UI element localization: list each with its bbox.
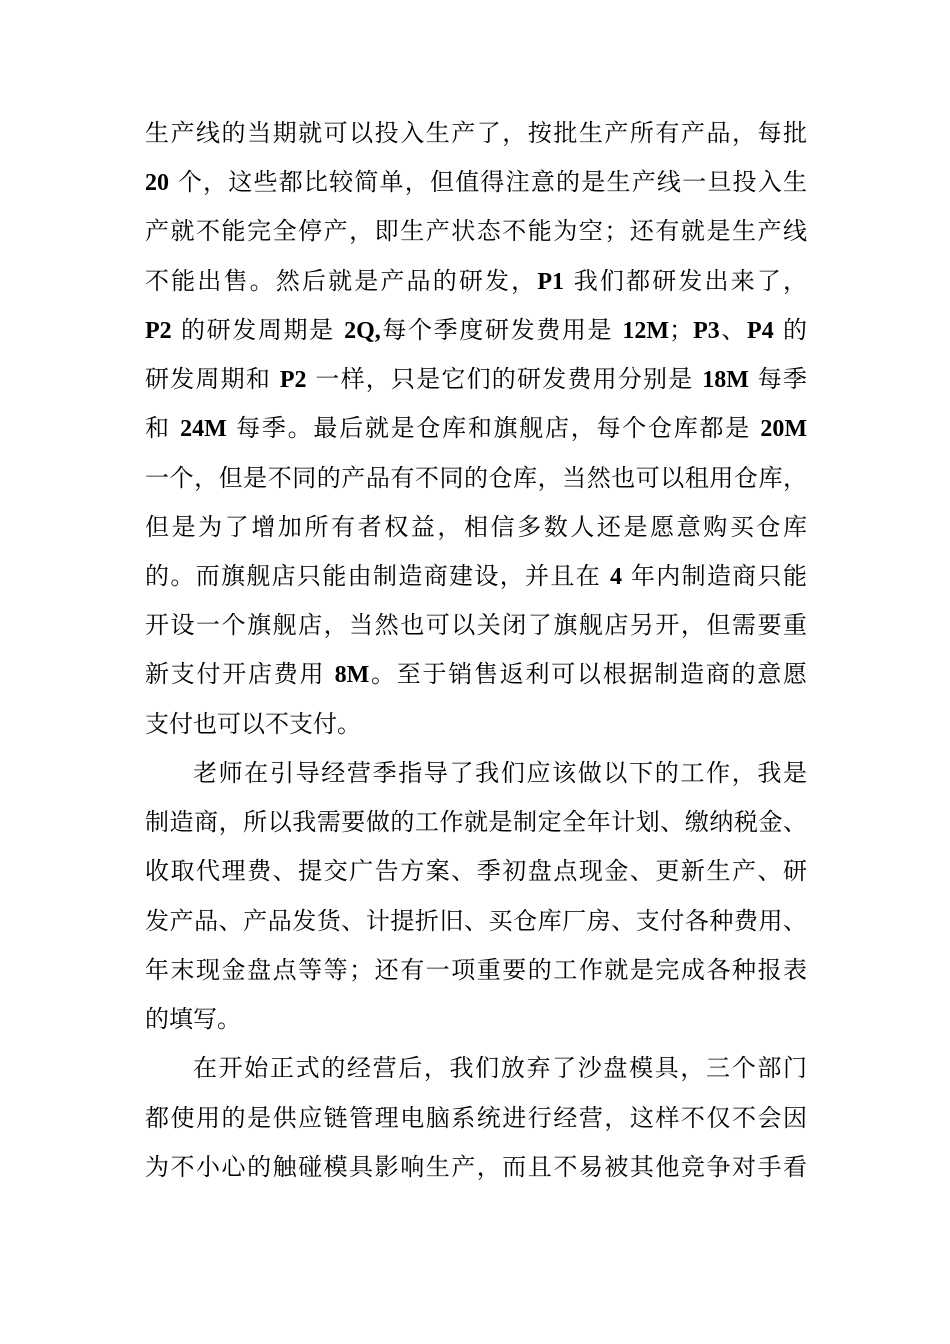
text-line-11	[145, 605, 807, 645]
text-run: 一样，只是它们的研发费用分别是	[306, 365, 703, 393]
bold-text-run: 4	[610, 564, 622, 590]
bold-text-run: 20M	[760, 416, 807, 442]
text-run: 收取代理费、提交广告方案、季初盘点现金、更新生产、研	[145, 857, 807, 885]
text-run: 老师在引导经营季指导了我们应该做以下的工作，我是	[193, 759, 807, 787]
bold-text-run: P2	[145, 318, 172, 344]
bold-text-run: P3	[693, 318, 720, 344]
text-line-18	[145, 950, 807, 990]
text-run: 我们都研发出来了，	[563, 267, 807, 295]
text-line-8	[145, 458, 807, 498]
text-run: 在开始正式的经营后，我们放弃了沙盘模具，三个部门	[193, 1054, 807, 1082]
text-line-14	[193, 753, 807, 793]
text-line-2	[145, 162, 807, 202]
text-run: 制造商，所以我需要做的工作就是制定全年计划、缴纳税金、	[145, 808, 807, 836]
bold-text-run: 20	[145, 170, 169, 196]
text-run: 研发周期和	[145, 365, 280, 393]
text-run: ；	[669, 316, 694, 344]
text-run: 个，这些都比较简单，但值得注意的是生产线一旦投入生	[169, 168, 807, 196]
text-run: 和	[145, 414, 181, 442]
text-run: 的。而旗舰店只能由制造商建设，并且在	[145, 562, 610, 590]
text-line-15	[145, 802, 807, 842]
text-run: 每季。最后就是仓库和旗舰店，每个仓库都是	[226, 414, 761, 442]
text-line-3	[145, 211, 807, 251]
text-line-1	[145, 113, 807, 153]
text-line-6	[145, 359, 807, 399]
text-line-10	[145, 556, 807, 596]
text-line-16	[145, 851, 807, 891]
text-run: 年末现金盘点等等；还有一项重要的工作就是完成各种报表	[145, 956, 807, 984]
text-run: 的	[773, 316, 807, 344]
text-line-5	[145, 310, 807, 350]
bold-text-run: P1	[537, 269, 564, 295]
bold-text-run: 18M	[702, 367, 749, 393]
text-run: 每个季度研发费用是	[380, 316, 623, 344]
text-line-12	[145, 654, 807, 694]
text-run: 发产品、产品发货、计提折旧、买仓库厂房、支付各种费用、	[145, 907, 807, 935]
text-run: 的研发周期是	[171, 316, 345, 344]
text-line-21	[145, 1098, 807, 1138]
text-run: 支付也可以不支付。	[145, 710, 361, 738]
text-run: 但是为了增加所有者权益，相信多数人还是愿意购买仓库	[145, 513, 807, 541]
text-run: 的填写。	[145, 1005, 241, 1033]
text-run: 一个，但是不同的产品有不同的仓库，当然也可以租用仓库，	[145, 464, 807, 492]
text-run: 为不小心的触碰模具影响生产，而且不易被其他竞争对手看	[145, 1153, 807, 1181]
text-line-9	[145, 507, 807, 547]
text-run: 年内制造商只能	[622, 562, 807, 590]
text-run: 都使用的是供应链管理电脑系统进行经营，这样不仅不会因	[145, 1104, 807, 1132]
text-line-20	[193, 1048, 807, 1088]
text-run: 。至于销售返利可以根据制造商的意愿	[369, 660, 807, 688]
text-line-22	[145, 1147, 807, 1187]
bold-text-run: 24M	[180, 416, 227, 442]
text-line-19	[145, 999, 807, 1039]
text-run: 每季	[748, 365, 807, 393]
text-line-17	[145, 901, 807, 941]
text-run: 新支付开店费用	[145, 660, 335, 688]
bold-text-run: 8M	[334, 662, 370, 688]
text-line-7	[145, 408, 807, 448]
text-run: 生产线的当期就可以投入生产了，按批生产所有产品，每批	[145, 119, 807, 147]
text-run: 不能出售。然后就是产品的研发，	[145, 267, 538, 295]
text-run: 、	[719, 316, 748, 344]
text-line-4	[145, 261, 807, 301]
bold-text-run: 12M	[622, 318, 670, 344]
bold-text-run: P2	[279, 367, 307, 393]
bold-text-run: P4	[747, 318, 774, 344]
bold-text-run: 2Q,	[344, 318, 381, 344]
text-run: 产就不能完全停产，即生产状态不能为空；还有就是生产线	[145, 217, 807, 245]
text-line-13	[145, 704, 807, 744]
text-run: 开设一个旗舰店，当然也可以关闭了旗舰店另开，但需要重	[145, 611, 807, 639]
